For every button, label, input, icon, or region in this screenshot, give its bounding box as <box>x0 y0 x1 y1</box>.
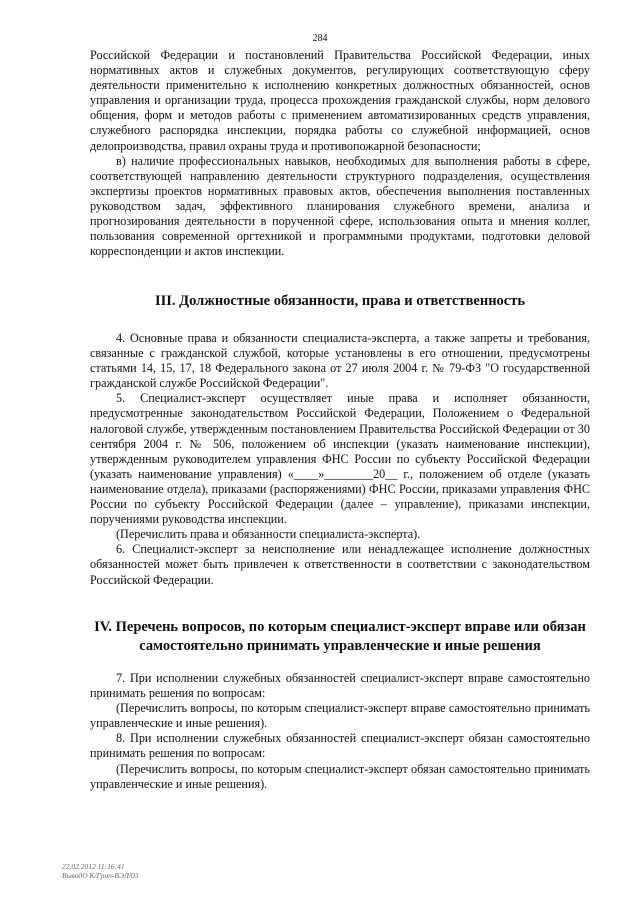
section-4-title-line-2: самостоятельно принимать управленческие и иные решения <box>139 638 541 654</box>
paragraph-4: 4. Основные права и обязанности специалиста-эксперта, а также запреты и требования, связанные с гражданской службой, которые установлены в его отношении, предусмотрены статьями 14, 15, 17, 18 Федерального закона от 27 июля 2004 г. № 79-ФЗ "О государственной гражданской службе Российской Федерации". <box>90 331 590 391</box>
print-footer <box>62 862 138 880</box>
paragraph-8: 8. При исполнении служебных обязанностей специалист-эксперт обязан самостоятельно принимать решения по вопросам: <box>90 731 590 761</box>
section-4-title <box>80 618 600 656</box>
paragraph-skills: в) наличие профессиональных навыков, необходимых для выполнения работы в сфере, соответствующей направлению деятельности структурного подразделения, осуществления экспертизы проектов нормативных правовых актов, обеспечения выполнения поставленных руководством задач, эффективного планирования служебного времени, анализа и прогнозирования деятельности в порученной сфере, использования опыта и мнения коллег, пользования современной оргтехникой и программными продуктами, подготовки деловой корреспонденции и актов инспекции. <box>90 153 590 259</box>
section-4-title-line-1: IV. Перечень вопросов, по которым специалист-эксперт вправе или обязан <box>94 619 586 635</box>
page-number: 284 <box>312 33 328 44</box>
paragraph-6: 6. Специалист-эксперт за неисполнение или ненадлежащее исполнение должностных обязанностей может быть привлечен к ответственности в соответствии с законодательством Российской Федерации. <box>90 542 590 587</box>
section-3-body <box>90 331 590 588</box>
paragraph-7: 7. При исполнении служебных обязанностей специалист-эксперт вправе самостоятельно принимать решения по вопросам: <box>90 671 590 701</box>
paragraph-continued: Российской Федерации и постановлений Правительства Российской Федерации, иных нормативных актов и служебных документов, регулирующих соответствующую сферу деятельности применительно к исполнению конкретных должностных обязанностей, основ управления и организации труда, процесса прохождения гражданской службы, норм делового общения, форм и методов работы с применением автоматизированных средств управления, служебного распорядка инспекции, порядка работы со служебной информацией, основ делопроизводства, правил охраны труда и противопожарной безопасности; <box>90 48 590 153</box>
paragraph-5: 5. Специалист-эксперт осуществляет иные права и исполняет обязанности, предусмотренные законодательством Российской Федерации, Положением о Федеральной налоговой службе, утвержденным постановлением Правительства Российской Федерации от 30 сентября 2004 г. № 506, положением об инспекции (указать наименование инспекции), утвержденным руководителем управления ФНС России по субъекту Российской Федерации (указать наименование управления) «____»________20__ г., положением об отделе (указать наименование отдела), приказами (распоряжениями) ФНС России, приказами управления ФНС России по субъекту Российской Федерации (далее – управление), приказами инспекции, поручениями руководства инспекции. <box>90 391 590 527</box>
intro-block <box>90 48 590 259</box>
section-4-body <box>90 671 590 792</box>
section-3-title: III. Должностные обязанности, права и ответственность <box>154 293 526 309</box>
footer-file-code: ВыводО К/Грип-ВЭЛ/03 <box>62 871 139 880</box>
paragraph-8-note: (Перечислить вопросы, по которым специалист-эксперт обязан самостоятельно принимать управленческие и иные решения). <box>90 761 590 791</box>
footer-timestamp: 22.02.2012 11:16:41 <box>62 862 125 871</box>
paragraph-7-note: (Перечислить вопросы, по которым специалист-эксперт вправе самостоятельно принимать управленческие и иные решения). <box>90 701 590 731</box>
paragraph-5-note: (Перечислить права и обязанности специалиста-эксперта). <box>116 527 421 542</box>
